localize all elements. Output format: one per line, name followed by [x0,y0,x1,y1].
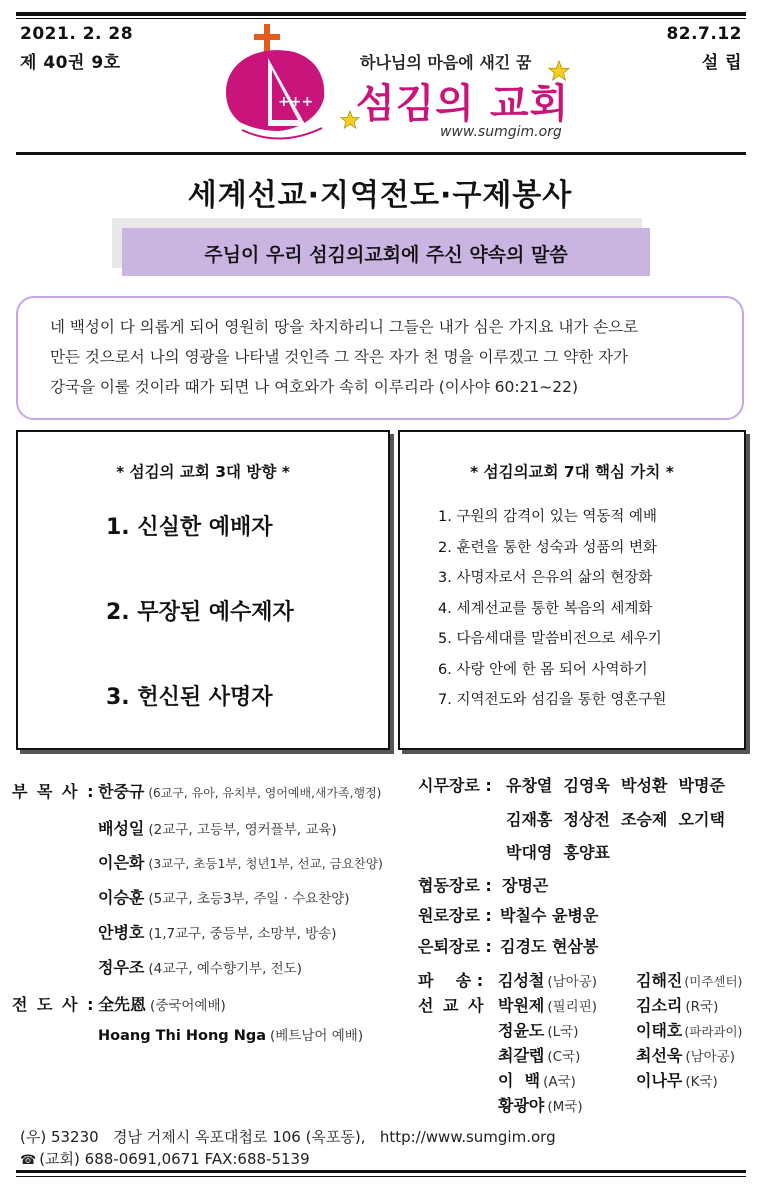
missionary-note: (A국) [543,1074,576,1090]
pastor-name: 정우조 [98,958,145,977]
value-item: 1. 구원의 감격이 있는 역동적 예배 [438,509,657,525]
missionary-note: (K국) [685,1074,718,1090]
verse-line: 네 백성이 다 의롭게 되어 영원히 땅을 차지하리니 그들은 내가 심은 가지요 내가 손으로 [50,318,639,336]
pastor-name: 한중규 [98,782,145,801]
missionary-note: (R국) [685,999,719,1015]
church-name: 섬김의 교회 [356,81,570,127]
retired-elders-label: 은퇴장로 : [418,937,492,956]
pastor-name: 안병호 [98,923,145,942]
missionary-row [498,1018,578,1041]
missionary-name: 김해진 [636,971,683,990]
value-item: 3. 사명자로서 은유의 삶의 현장화 [438,570,653,586]
missionary-row [498,1043,580,1066]
missionary-note: (L국) [547,1024,579,1040]
missionary-note: (미주센터) [684,974,743,989]
missionary-row [636,1068,718,1091]
header-rule [16,152,746,155]
directions-heading: * 섬김의 교회 3대 방향 * [116,463,290,481]
church-motto: 하나님의 마음에 새긴 꿈 [360,53,532,72]
evangelist-name: 全先恩 [98,995,147,1014]
sent-label: 파 송 : [418,971,484,990]
missionary-note: (남아공) [547,974,598,990]
pastor-note: (1,7교구, 중등부, 소망부, 방송) [148,926,337,942]
verse-line: 강국을 이룰 것이라 때가 되면 나 여호와가 속히 이루리라 (이사야 60:21~22) [50,378,579,396]
missionary-name: 이나무 [636,1071,683,1090]
values-heading: * 섬김의교회 7대 핵심 가치 * [470,463,674,481]
founded-label: 설 립 [701,53,742,73]
value-item: 5. 다음세대를 말씀비전으로 세우기 [438,631,662,647]
pastor-note: (3교구, 초등1부, 청년1부, 선교, 금요찬양) [148,856,383,871]
evangelist-note: (베트남어 예배) [270,1028,364,1044]
missionary-name: 황광야 [498,1096,545,1115]
missionary-label: 선 교 사 [418,996,486,1015]
issue-date: 2021. 2. 28 [20,24,134,44]
pastor-name: 이은화 [98,853,145,872]
church-logo [218,22,348,140]
missionary-row [498,1093,583,1116]
missionary-note: (필리핀) [547,999,598,1015]
retired-elders: 김경도 현삼봉 [500,937,599,956]
church-address: (우) 53230 경남 거제시 옥포대첩로 106 (옥포동), http://www.sumgim.org [20,1128,556,1146]
church-phone: (교회) 688-0691,0671 FAX:688-5139 [39,1150,310,1168]
page-title: 세계선교·지역전도·구제봉사 [187,178,573,213]
church-website: www.sumgim.org [440,124,562,140]
pastor-name: 이승훈 [98,888,145,907]
missionary-note: (M국) [547,1099,583,1115]
pastor-row [98,920,337,943]
pastor-row [98,816,337,839]
subtitle: 주님이 우리 섬김의교회에 주신 약속의 말씀 [204,244,568,266]
verse-line: 만든 것으로서 나의 영광을 나타낼 것인즉 그 작은 자가 천 명을 이루겠고 그 약한 자가 [50,348,629,366]
pastor-row [98,955,302,978]
missionary-name: 최갈렙 [498,1046,545,1065]
phone-icon: ☎ [20,1153,37,1168]
pastor-note: (2교구, 고등부, 영커플부, 교육) [148,822,337,838]
missionary-note: (C국) [547,1049,581,1065]
missionary-name: 이 백 [498,1071,541,1090]
pastor-note: (5교구, 초등3부, 주일 · 수요찬양) [148,891,350,907]
values-list [438,502,666,716]
evangelist-row [98,1024,363,1044]
value-item: 6. 사랑 안에 한 몸 되어 사역하기 [438,661,648,678]
missionary-row [636,993,718,1016]
issue-volume: 제 40권 9호 [20,53,121,73]
missionary-name: 김소리 [636,996,683,1015]
evangelist-name: Hoang Thi Hong Nga [98,1028,267,1044]
missionary-name: 박원제 [498,996,545,1015]
evangelist-note: (중국어예배) [150,998,226,1014]
evangelist-row [98,992,226,1015]
pastor-row [98,850,383,873]
serving-elders-line: 김재홍 정상전 조승제 오기택 [506,810,725,829]
missionary-name: 이태호 [636,1021,683,1040]
pastor-note: (4교구, 예수향기부, 전도) [148,961,303,977]
missionary-note: (남아공) [685,1049,736,1065]
bottom-rule [16,1170,746,1173]
evangelists-label: 전 도 사 : [12,995,96,1014]
missionary-name: 최선욱 [636,1046,683,1065]
pastor-name: 배성일 [98,819,145,838]
direction-item: 1. 신실한 예배자 [106,515,273,540]
associate-elders-label: 협동장로 : [418,876,492,895]
direction-item: 3. 헌신된 사명자 [106,685,273,710]
value-item: 4. 세계선교를 통한 복음의 세계화 [438,600,653,617]
values-panel [398,430,746,750]
honorary-elders: 박칠수 윤병운 [500,906,599,925]
church-phone-row [20,1148,310,1169]
serving-elders-label: 시무장로 : [418,776,492,795]
missionary-row [636,1018,742,1041]
verse-box [16,296,744,420]
serving-elders-line: 유창열 김영욱 박성환 박명준 [506,776,725,795]
directions-panel [16,430,390,750]
top-rule-thin [16,18,746,19]
missionary-note: (파라과이) [684,1024,743,1039]
missionary-row [636,968,742,991]
founded-date: 82.7.12 [666,24,742,44]
missionary-row [498,993,597,1016]
svg-text:+++: +++ [278,94,314,110]
missionary-row [498,1068,576,1091]
missionary-name: 김성철 [498,971,545,990]
honorary-elders-label: 원로장로 : [418,906,492,925]
missionary-name: 정윤도 [498,1021,545,1040]
value-item: 2. 훈련을 통한 성숙과 성품의 변화 [438,539,657,556]
top-rule [16,12,746,16]
pastors-label: 부 목 사 : [12,782,96,801]
missionary-row [636,1043,735,1066]
bottom-rule-thin [16,1176,746,1177]
pastor-row [98,779,381,802]
serving-elders-line: 박대영 홍양표 [506,843,610,862]
associate-elders: 장명곤 [502,876,549,895]
value-item: 7. 지역전도와 섬김을 통한 영혼구원 [438,692,667,708]
pastor-note: (6교구, 유아, 유치부, 영어예배,새가족,행정) [148,786,382,800]
pastor-row [98,885,350,908]
missionary-row [498,968,597,991]
direction-item: 2. 무장된 예수제자 [106,600,294,625]
